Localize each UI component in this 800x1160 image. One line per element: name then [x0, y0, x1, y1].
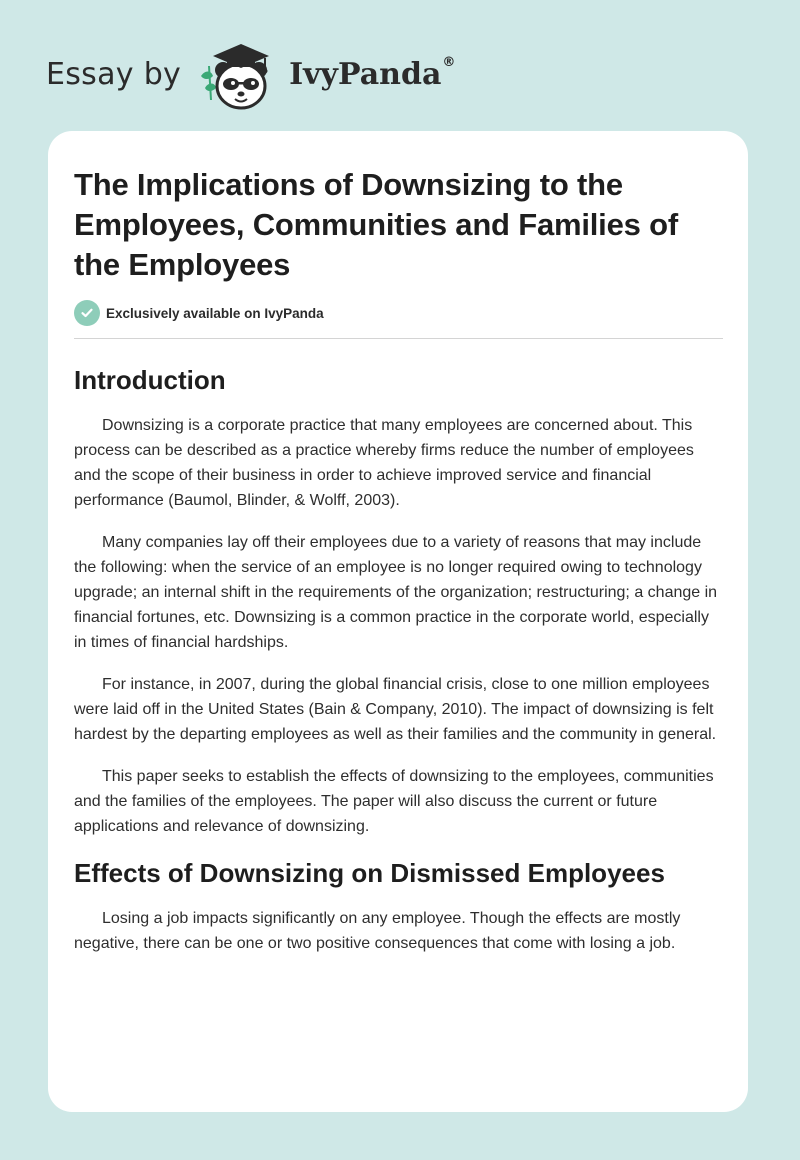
article-title: The Implications of Downsizing to the Employees, Communities and Families of the Employees	[74, 167, 678, 282]
brand-name: IvyPanda®	[289, 54, 456, 92]
panda-graduate-icon	[195, 36, 287, 112]
site-header	[46, 36, 455, 112]
paragraph: Many companies lay off their employees due to a variety of reasons that may include the following: when the service of an employee is no longer required owing to technology upgrade; an internal shift in the requirements of the organization; restructuring; a change in financial fortunes, etc. Downsizing is a common practice in the corporate world, especially in times of financial hardships.	[74, 534, 718, 651]
essay-by-label: Essay by	[46, 56, 182, 92]
exclusive-badge-label: Exclusively available on IvyPanda	[106, 305, 324, 321]
article-body	[74, 165, 723, 956]
paragraph: This paper seeks to establish the effects of downsizing to the employees, communities and the families of the employees. The paper will also discuss the current or future applications and relevance of downsizing.	[74, 768, 714, 835]
section-heading-introduction: Introduction	[74, 365, 226, 395]
divider	[74, 338, 723, 339]
check-circle-icon	[74, 300, 100, 326]
paragraph: For instance, in 2007, during the global financial crisis, close to one million employees were laid off in the United States (Bain & Company, 2010). The impact of downsizing is felt hardest by the departing employees as well as their families and the community in general.	[74, 676, 717, 743]
paragraph: Losing a job impacts significantly on any employee. Though the effects are mostly negative, there can be one or two positive consequences that come with losing a job.	[74, 910, 681, 952]
registered-mark: ®	[442, 54, 456, 70]
exclusive-badge	[74, 299, 723, 327]
section-heading-effects: Effects of Downsizing on Dismissed Employees	[74, 858, 665, 888]
paragraph: Downsizing is a corporate practice that many employees are concerned about. This process can be described as a practice whereby firms reduce the number of employees and the scope of their business in order to achieve improved service and financial performance (Baumol, Blinder, & Wolff, 2003).	[74, 417, 694, 509]
article-card	[48, 131, 748, 1112]
